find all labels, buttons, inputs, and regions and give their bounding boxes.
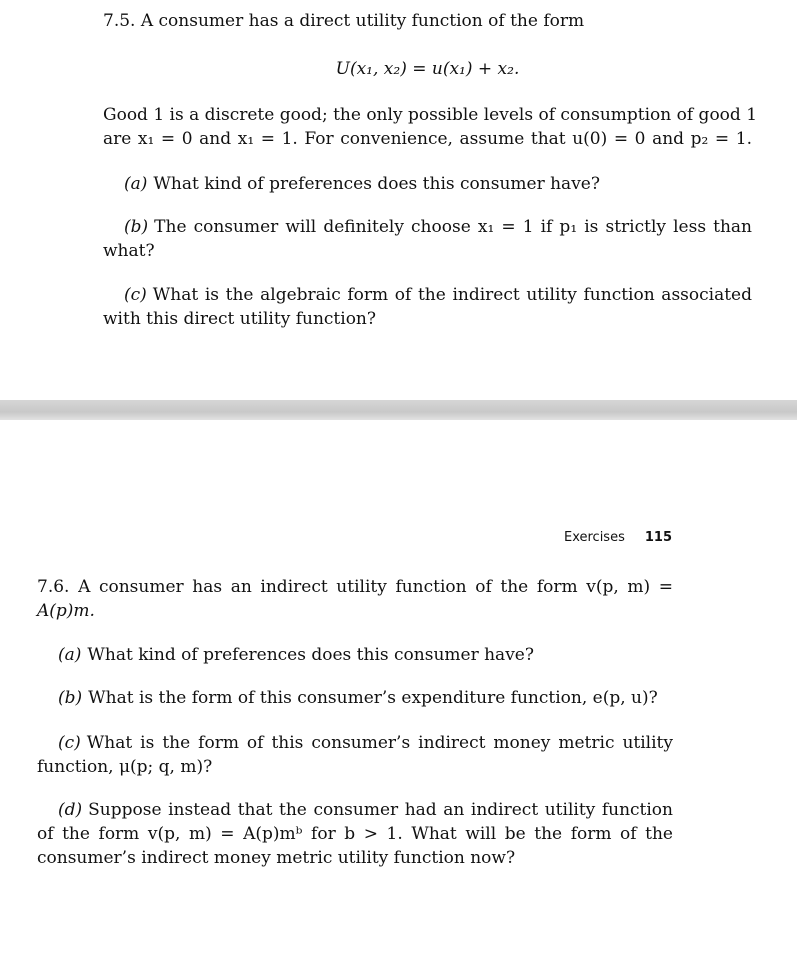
part-c [124, 284, 752, 306]
part-a [58, 644, 534, 666]
page-number: 115 [644, 530, 672, 545]
running-header-title: Exercises [563, 530, 625, 545]
body-line: are x₁ = 0 and x₁ = 1. For convenience, assume that u(0) = 0 and p₂ = 1. [103, 129, 752, 149]
top-page [0, 0, 797, 400]
problem-number: 7.5. [103, 11, 136, 31]
part-c-continued: function, μ(p; q, m)? [37, 757, 213, 777]
page-divider [0, 400, 797, 420]
part-tag: (c) [58, 733, 81, 753]
running-header [564, 530, 672, 545]
part-d-continued: consumer’s indirect money metric utility function now? [37, 848, 516, 868]
part-text: What kind of preferences does this consumer have? [87, 645, 534, 665]
problem-7-6-intro [37, 576, 673, 598]
part-tag: (a) [58, 645, 82, 665]
part-tag: (a) [124, 174, 148, 194]
part-b-continued: what? [103, 241, 155, 261]
problem-intro-text: A consumer has a direct utility function of the form [140, 11, 585, 31]
part-tag: (d) [58, 800, 83, 820]
problem-intro-continued: A(p)m. [37, 601, 95, 621]
part-d-continued: of the form v(p, m) = A(p)mᵇ for b > 1. What will be the form of the [37, 824, 673, 844]
part-tag: (b) [124, 217, 149, 237]
bottom-page [0, 420, 797, 960]
part-d [58, 799, 673, 821]
part-tag: (c) [124, 285, 147, 305]
body-line: Good 1 is a discrete good; the only possible levels of consumption of good 1 [103, 105, 758, 125]
part-c-continued: with this direct utility function? [103, 309, 376, 329]
part-text: What kind of preferences does this consumer have? [153, 174, 600, 194]
part-a [124, 173, 600, 195]
part-text: Suppose instead that the consumer had an indirect utility function [88, 800, 673, 820]
part-b [58, 687, 658, 709]
part-tag: (b) [58, 688, 83, 708]
problem-intro-text: A consumer has an indirect utility function of the form v(p, m) = [78, 577, 673, 597]
utility-equation: U(x₁, x₂) = u(x₁) + x₂. [335, 59, 520, 79]
problem-number: 7.6. [37, 577, 70, 597]
problem-7-5-intro [103, 10, 584, 32]
part-text: The consumer will definitely choose x₁ = 1 if p₁ is strictly less than [154, 217, 752, 237]
part-text: What is the form of this consumer’s expenditure function, e(p, u)? [88, 688, 658, 708]
part-text: What is the form of this consumer’s indirect money metric utility [86, 733, 673, 753]
part-text: What is the algebraic form of the indirect utility function associated [152, 285, 752, 305]
part-c [58, 732, 673, 754]
part-b [124, 216, 752, 238]
